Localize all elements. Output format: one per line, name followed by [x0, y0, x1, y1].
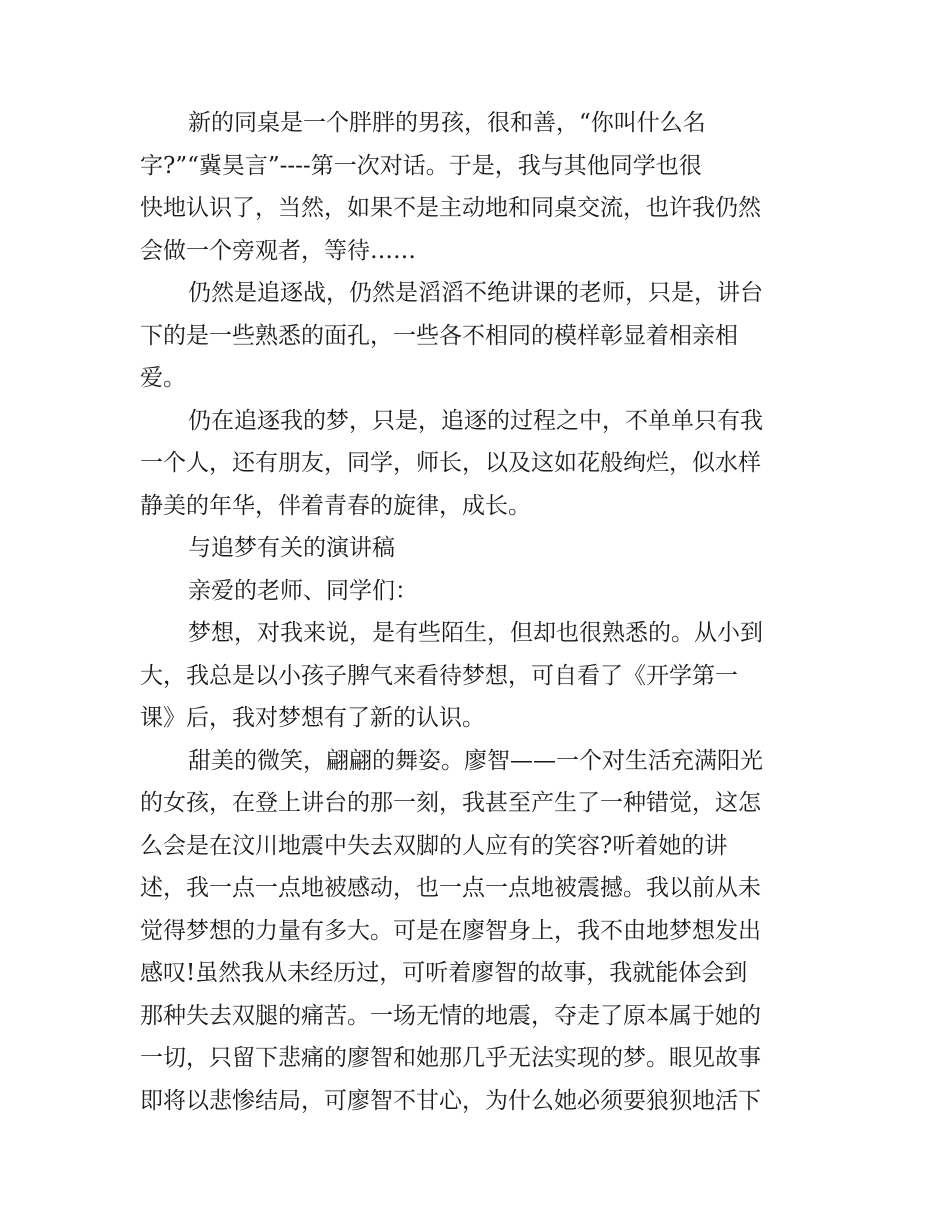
text-line: 快地认识了，当然，如果不是主动地和同桌交流，也许我仍然 — [140, 195, 761, 221]
text-line: 那种失去双腿的痛苦。一场无情的地震，夺走了原本属于她的 — [140, 1002, 761, 1029]
text-line: 亲爱的老师、同学们： — [188, 577, 418, 604]
text-line: 梦想，对我来说，是有些陌生，但却也很熟悉的。从小到 — [188, 620, 763, 646]
text-line: 新的同桌是一个胖胖的男孩，很和善，“你叫什么名 — [188, 110, 706, 136]
paragraph — [140, 400, 812, 528]
paragraph — [140, 102, 812, 272]
paragraph — [140, 272, 812, 400]
speech-title — [140, 527, 812, 570]
text-line: 即将以悲惨结局，可廖智不甘心，为什么她必须要狼狈地活下 — [140, 1087, 761, 1114]
text-line: 字?”“冀昊言”----第一次对话。于是，我与其他同学也很 — [140, 152, 702, 179]
text-line: 会做一个旁观者，等待…… — [140, 237, 416, 264]
text-line: 爱。 — [140, 365, 186, 391]
text-line: 一切，只留下悲痛的廖智和她那几乎无法实现的梦。眼见故事 — [140, 1045, 761, 1071]
text-line: 下的是一些熟悉的面孔，一些各不相同的模样彰显着相亲相 — [140, 322, 738, 349]
text-line: 课》后，我对梦想有了新的认识。 — [140, 705, 485, 731]
text-line: 甜美的微笑，翩翩的舞姿。廖智——一个对生活充满阳光 — [188, 747, 763, 774]
paragraph — [140, 740, 812, 1123]
text-line: 大，我总是以小孩子脾气来看待梦想，可自看了《开学第一 — [140, 662, 738, 689]
salutation — [140, 570, 812, 613]
text-line: 觉得梦想的力量有多大。可是在廖智身上，我不由地梦想发出 — [140, 917, 761, 944]
text-line: 仍然是追逐战，仍然是滔滔不绝讲课的老师，只是，讲台 — [188, 280, 763, 306]
text-line: 仍在追逐我的梦，只是，追逐的过程之中，不单单只有我 — [188, 407, 763, 434]
text-line: 与追梦有关的演讲稿 — [188, 535, 395, 561]
text-line: 的女孩，在登上讲台的那一刻，我甚至产生了一种错觉，这怎 — [140, 790, 761, 816]
text-line: 一个人，还有朋友，同学，师长，以及这如花般绚烂，似水样 — [140, 450, 761, 476]
paragraph — [140, 612, 812, 740]
text-line: 静美的年华，伴着青春的旋律，成长。 — [140, 492, 531, 519]
document-body — [140, 102, 812, 1122]
text-line: 感叹!虽然我从未经历过，可听着廖智的故事，我就能体会到 — [140, 960, 748, 986]
text-line: 么会是在汶川地震中失去双脚的人应有的笑容?听着她的讲 — [140, 832, 728, 859]
text-line: 述，我一点一点地被感动，也一点一点地被震撼。我以前从未 — [140, 875, 761, 901]
